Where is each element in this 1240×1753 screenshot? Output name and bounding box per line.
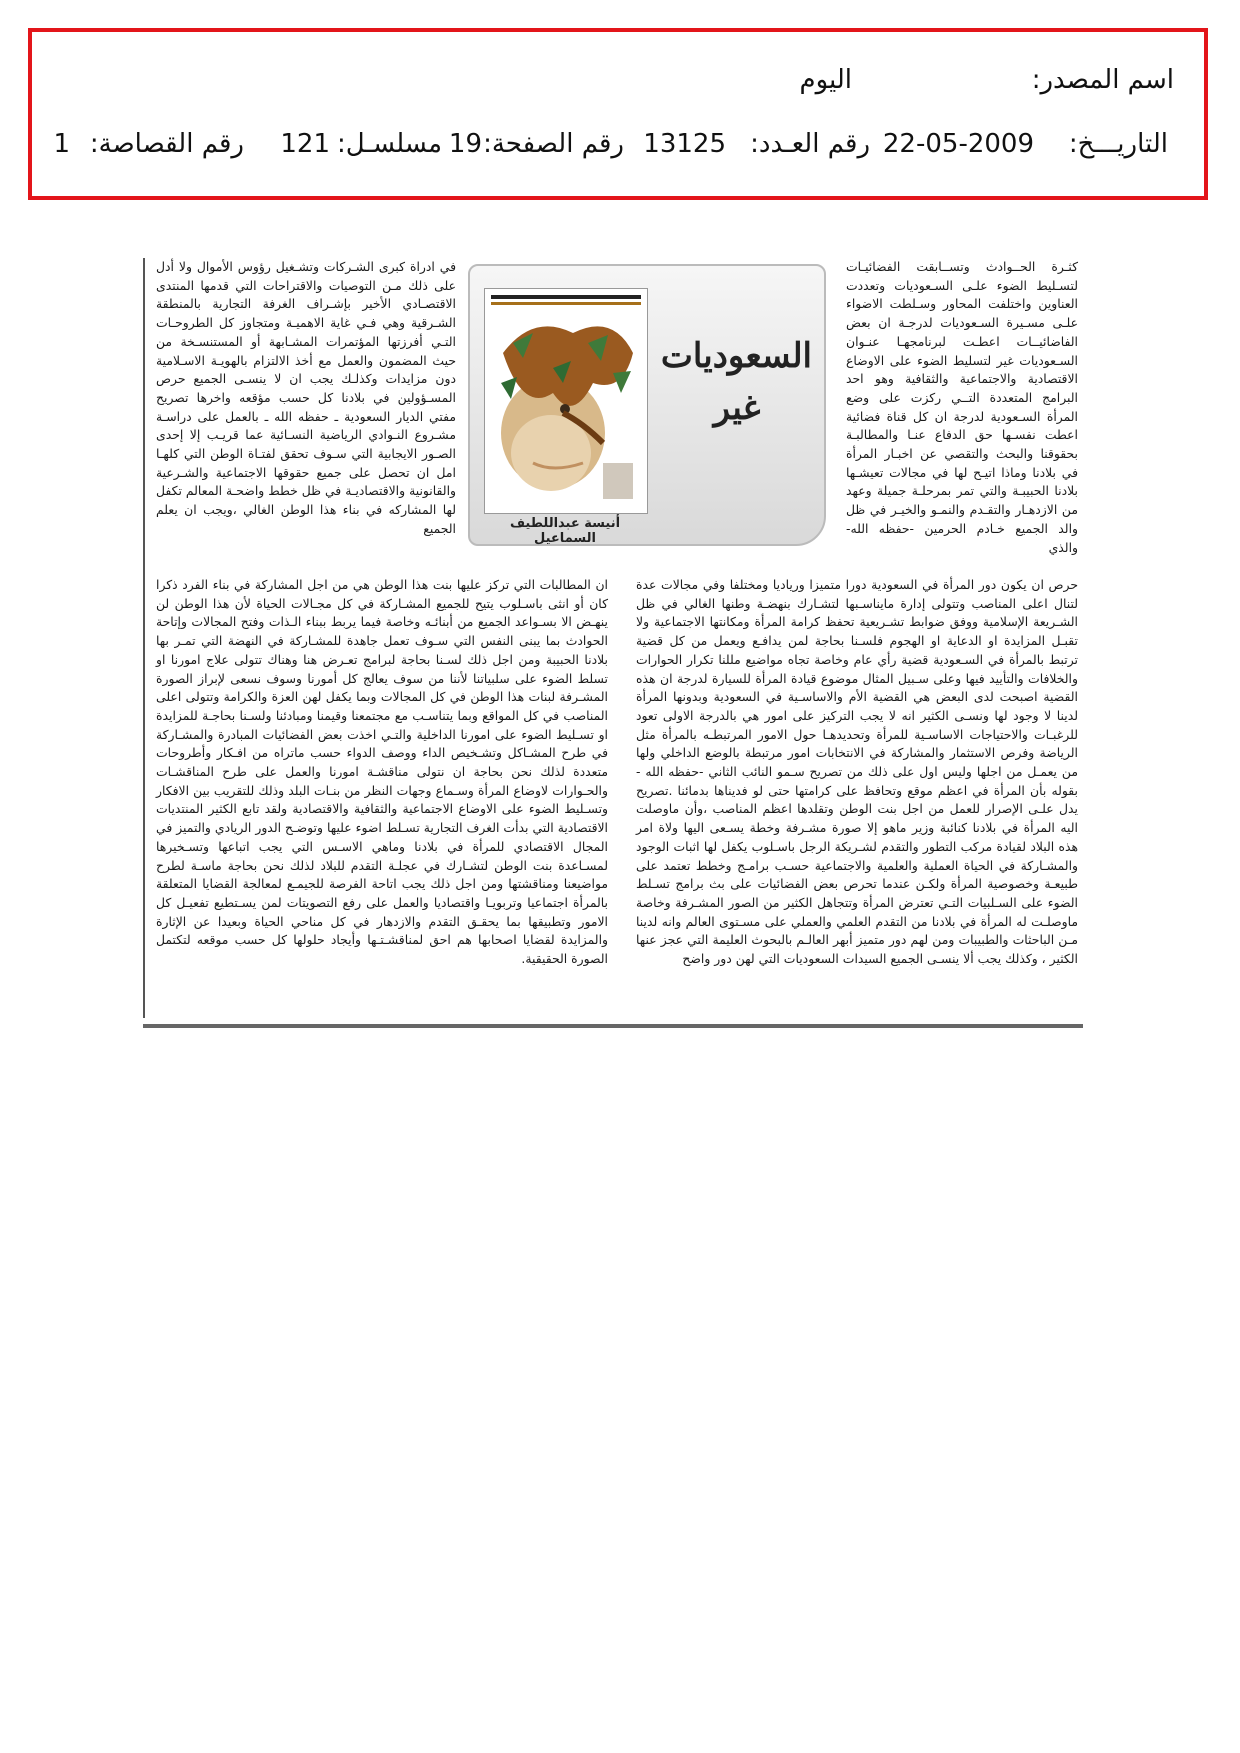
portrait-illustration [493, 313, 639, 503]
portrait-rule [491, 295, 641, 305]
article [148, 258, 1078, 1028]
article-column-4 [156, 576, 608, 969]
article-column-3 [636, 576, 1078, 969]
article-text: كثـرة الحــوادث وتســابقت الفضائيـات لتسـليط الضوء علـى السـعوديات وتعددت العناوين واختلفت المحاور وسـلطت الاضواء علـى مسـيرة السـعوديات لدرجـة ان بعض الفاضائيــات اعطـت لبرنامجهـا عنـوان السـعوديات غير لتسليط الضوء على الاوضاع الاقتصادية والاجتماعية والثقافية وهو احد البرامج المتعددة التــي ركزت على وضع المرأة السـعودية لدرجة ان كل قناة فضائية اعطت نفسـها حق الدفاع عنـا والمطالبـة بحقوقنا والبحث والتقصي عن اخبـار المرأة في بلادنا وماذا اتيـح لها في مجالات تعيشـها بلادنا الحبيبـة والتي تمر بمرحلـة جميلة وعهد من الازدهـار والتقـدم والنمـو والخيـر في ظل والد الجميع خـادم الحرمين -حفظه الله- والذي [846, 259, 1078, 555]
page-label: رقم الصفحة: [483, 129, 624, 159]
clip-label: رقم القصاصة: [89, 129, 244, 159]
column-rule [143, 258, 145, 1018]
article-column-1 [846, 258, 1078, 557]
source-value: اليوم [799, 65, 852, 95]
header-row-source [32, 60, 1204, 100]
date-value: 22-05-2009 [882, 129, 1034, 159]
clipping-header [28, 28, 1208, 200]
date-label: التاريـــخ: [1068, 129, 1168, 159]
author-portrait [484, 288, 648, 514]
headline: السعوديات غير [660, 336, 812, 428]
author-name: أنيسة عبداللطيف السماعيل [509, 516, 621, 546]
headline-box [468, 264, 826, 546]
article-text: في ادراة كبرى الشـركات وتشـغيل رؤوس الأموال ولا أدل على ذلك مـن التوصيات والاقتراحات التي قدمها المنتدى الاقتصـادي الأخير بإشـراف الغرفة التجارية بالمنطقة الشـرقية وهي فـي غاية الاهميـة ومتجاوز كل الطروحـات التـي أفرزتها المؤتمرات المشـابهة أو المستنسـخة من حيث المضمون والعمل مع أخذ الالتزام بالهويـة الاسـلامية دون مزايدات وكذلـك يجب ان لا ينسـى الجميع حرص المسـؤولين في بلادنا كل حسب مؤقعه واخرها تصريح مفتي الديار السعودية ـ حفظه الله ـ بالعمل على دراسـة مشـروع النـوادي الرياضية النسـائية عما قريـب إلا إحدى الصـور الايجابية التي سـوف تحقق لفتـاة الوطن التي كلهـا امل ان تحصل على جميع حقوقها الاجتماعية والشـرعية والقانونية والاقتصاديـة في ظل خطط واضحـة المعالم تكفل لها المشاركه في بناء هذا الوطن الغالي ،ويجب ان يعلم الجميع [156, 259, 456, 536]
serial-value: 121 [280, 129, 330, 159]
article-text: حرص ان يكون دور المرأة في السعودية دورا متميزا ورياديا ومختلفا وفي مجالات عدة لتنال اعلى المناصب وتتولى إدارة مايناسـبها لتشـارك بنهضـة وطنها الغالي في ظل الشـريعة الإسلامية ووفق ضوابط تشـريعية تحفظ كرامة المرأة ومكانتها الاجتماعية ولا تقبـل المزايدة او الدعاية او الهجوم فلسـنا بحاجة لمن يدافـع ويعمل من كل قضية ترتبط بالمرأة في السـعودية قضية رأي عام وخاصة تجاه مواضيع مللنا تكرار الحوارات والخلافات والتأييد فيها وعلى سـبيل المثال موضوع قيادة المرأة للسيارة لدرجة ان هذه القضية اصبحت لدى البعض هي القضية الأم والاساسـية في السعودية وبدونها المرأة لدينا لا وجود لها ونسـى الكثير انه لا يجب التركيز على امور هي بالدرجة الاولى تعود للرغبـات والاحتياجات الاساسـية للمرأة وتحديدهـا حول الامور المرتبطـه بالمرأة مثل الرياضة وفرص الاستثمار والمشاركة في الانتخابات امور مرتبطة بالوضع الداخلي ولها من يعمـل من اجلها وليس اول على ذلك من تصريح سـمو النائب الثاني -حفظه الله - بقوله بأن المرأة في اعظم موقع وتحافظ على كرامتها حتى لو فديناها بدمائنا .تصريح يدل علـى الإصرار للعمل من اجل بنت الوطن وتقلدها اعظم المناصب ،وأن ماوصلت اليه المرأة في بلادنا كنائبة وزير ماهو إلا صورة مشـرفة وخطة يسـعى اليها ولاة امر هذه البلاد لقيادة مركب التطور والتقدم لشـريكة الرجل باسـلوب يكفل لها اثبات الوجود والمشـاركة في الحياة العملية والعلمية والاجتماعية حسـب برامـج وخطط تعتمد على طبيعـة وخصوصية المرأة ولكـن عندما تحرص بعض الفضائيات على بث برامج تسـلط الضوء على السـلبيات التـي تعترض المرأة وتتجاهل الكثير من الصور المشـرفة وخاصة ماوصلـت له المرأة في بلادنا من التقدم العلمي والعملي على مسـتوى العالم وانه لدينا مـن الباحثات والطبيبات ومن لهم دور متميز أبهر العالـم بالبحوث العليمة التي عجز عنها الكثير ، وكذلك يجب ألا ينسـى الجميع السيدات السعوديات التي لهن دور واضح [636, 577, 1078, 967]
serial-label: مسلسـل: [337, 129, 442, 159]
article-text: ان المطالبات التي تركز عليها بنت هذا الوطن هي من اجل المشاركة في بناء الفرد ذكرا كان أو انثى باسـلوب يتيح للجميع المشـاركة في كل مجـالات الحياة لأن هذا الوطن لن ينهـض الا بسـواعد الجميع من أبنائـه وخاصة فيما يربط ببناء الـذات وفتح المجالات وإتاحة الحوادث بما يبنى النفس التي سـوف تعمل جاهدة للمشـاركة في النهضة التي تمـر بها بلادنا الحبيبة ومن اجل ذلك لسـنا بحاجة لبرامج تعـرض هنا وهناك تتولى علاج امورنا او تسلط الضوء على سلبياتنا لأننا من سوف يعالج كل أمورنا وسوف نسعى لإبراز الصورة المشـرفة لبنات هذا الوطن في كل المجالات وبما يكفل لهن العزة والكرامة وتتولى اعلى المناصب في كل المواقع وبما يتناسـب مع مجتمعنا وقيمنا ومبادئنا ولسـنا بحاجـة للمزايدة او تسـليط الضوء على امورنا الداخلية والتـي اخذت بعض الفضائيات المبادرة والمشـاركة في طرح المشـاكل وتشـخيص الداء ووصف الدواء حسب ماتراه من افـكار وأطروحات متعددة لذلك نحن بحاجة ان نتولى مناقشـة امورنا والعمل على طرح المناقشـات والحـوارات لاوضاع المرأة وسـماع وجهات النظر من بنـات البلد وذلك للتقريب بين الافكار وتسـليط الضوء على الاوضاع الاجتماعية والثقافية والاقتصادية ولقد تابع الكثير المنتديات الاقتصادية التي بدأت الغرف التجارية تسـلط اضوء عليها وتوضـح الدور الريادي والتميز في المجال الاقتصادي للمرأة في بلادنا وماهي الاسـس التي يجب اتباعها وتسـخيرها لمسـاعدة بنت الوطن لتشـارك في عجلـة التقدم للبلاد لذلك نحن بحاجة ماسـة لطرح مواضيعنا ومناقشتها ومن اجل ذلك يجب اتاحة الفرصة للجيمـع لمعالجة القضايا المتعلقة بالمرأة اجتماعيا وتربويـا واقتصاديا والعمل على رفع التصويتات لمن يسـتطيع تفعيـل كل الامور وتطبيقها بما يحقـق التقدم والازدهار في كل مناحي الحياة وبعيدا عن الإثارة والمزايدة لقضايا اصحابها هم احق لمناقشـتـها وأيجاد حلولها كل حسب موقعه لتكتمل الصورة الحقيقية. [156, 577, 608, 967]
article-bottom-rule [143, 1024, 1083, 1028]
header-row-details [32, 124, 1204, 164]
clip-value: 1 [53, 129, 70, 159]
issue-value: 13125 [643, 129, 726, 159]
page-value: 19 [448, 129, 482, 159]
issue-label: رقم العـدد: [750, 129, 870, 159]
article-column-2 [156, 258, 456, 539]
source-label: اسم المصدر: [1031, 65, 1174, 95]
